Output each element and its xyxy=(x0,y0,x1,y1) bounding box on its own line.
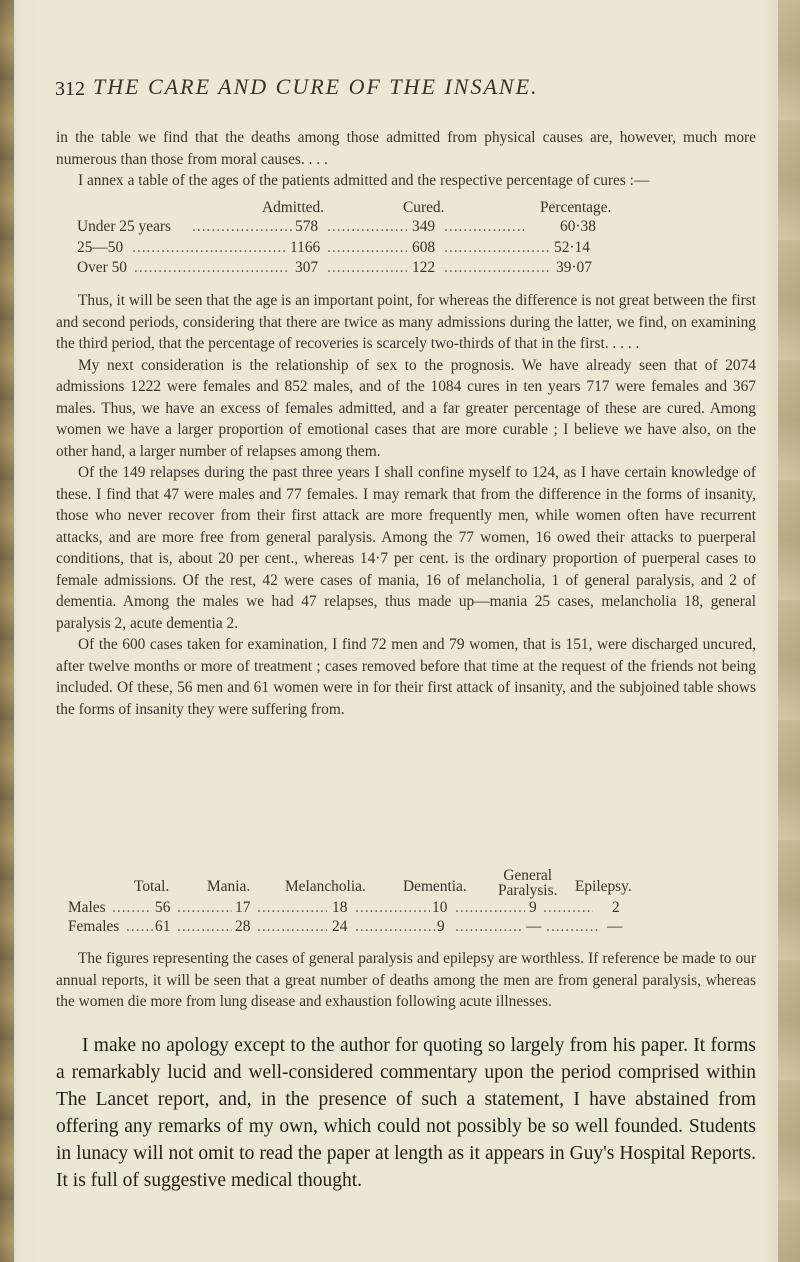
percentage-value: 52·14 xyxy=(554,239,590,256)
row-label: Females xyxy=(68,918,120,935)
cell-value: 9 xyxy=(437,918,445,935)
cell-value: 10 xyxy=(432,899,448,916)
page-edge-left xyxy=(0,0,14,1262)
column-header: Admitted. xyxy=(262,199,324,216)
cell-value: 61 xyxy=(155,918,171,935)
paragraph: I make no apology except to the author for quoting so largely from his paper. It forms a remarkably lucid and well-considered commentary upon the period comprised within The Lancet report, and, in the presence of such a statement, I have abstained from offering any remarks of my own, which could not possibly be so well founded. Students in lunacy will not omit to read the paper at length as it appears in Guy's Hospital Reports. It is full of suggestive medical thought. xyxy=(56,1035,756,1191)
row-label: Males xyxy=(68,899,106,916)
cell-value: 28 xyxy=(235,918,251,935)
cured-value: 608 xyxy=(412,239,436,256)
column-header: Total. xyxy=(134,878,170,895)
age-table xyxy=(77,199,752,279)
admitted-value: 1166 xyxy=(290,239,321,256)
page-header xyxy=(55,74,755,114)
paragraph: Of the 149 relapses during the past three years I shall confine myself to 124, as I have certain knowledge of these. I find that 47 were males and 77 females. I may remark that from the difference in the forms of insanity, those who never recover from their first attack are more frequently men, while women often have recurrent attacks, and are more free from general paralysis. Among the 77 women, 16 owed their attacks to puerperal conditions, that is, about 20 per cent., whereas 14·7 per cent. is the ordinary proportion of puerperal cases to female admissions. Of the rest, 42 were cases of mania, 16 of melancholia, 1 of general paralysis, and 2 of dementia. Among the males we had 47 relapses, thus made up—mania 25 cases, melancholia 18, general paralysis 2, acute dementia 2. xyxy=(56,464,756,632)
cell-value: — xyxy=(526,918,542,935)
page-edge-right xyxy=(778,0,800,1262)
paragraph: Thus, it will be seen that the age is an important point, for whereas the difference is not great between the first and second periods, considering that there are twice as many admissions during the latter, we find, on examining the third period, that the percentage of recoveries is scarcely two-thirds of that in the first. . . . . xyxy=(56,292,756,352)
percentage-value: 60·38 xyxy=(560,218,596,235)
cured-value: 122 xyxy=(412,259,436,276)
paragraph: in the table we find that the deaths among those admitted from physical causes are, however, much more numerous than those from moral causes. . . . xyxy=(56,129,756,168)
cell-value: 2 xyxy=(612,899,620,916)
paragraph: My next consideration is the relationship of sex to the prognosis. We have already seen that of 2074 admissions 1222 were females and 852 males, and of the 1084 cures in ten years 717 were females and 367 males. Thus, we have an excess of females admitted, and a far greater percentage of these are cured. Among women we have a larger proportion of emotional cases that are more curable ; I believe we have also, on the other hand, a larger number of relapses among them. xyxy=(56,356,756,460)
column-header: Dementia. xyxy=(403,878,467,895)
paragraph: The figures representing the cases of general paralysis and epilepsy are worthless. If reference be made to our annual reports, it will be seen that a great number of deaths among the men are from general paralysis, whereas the women die more from lung disease and exhaustion following acute illnesses. xyxy=(56,950,756,1010)
page-number: 312 xyxy=(55,78,85,100)
forms-table xyxy=(68,867,760,948)
cell-value: 18 xyxy=(332,899,348,916)
column-header: Melancholia. xyxy=(285,878,366,895)
admitted-value: 307 xyxy=(295,259,319,276)
column-header: Cured. xyxy=(403,199,445,216)
middle-text xyxy=(56,290,756,720)
column-header: Percentage. xyxy=(540,199,612,216)
column-header: Epilepsy. xyxy=(575,878,632,895)
row-label: 25—50 xyxy=(77,239,124,256)
cell-value: 17 xyxy=(235,899,251,916)
cell-value: — xyxy=(607,918,623,935)
percentage-value: 39·07 xyxy=(556,259,592,276)
column-header: Mania. xyxy=(207,878,251,895)
intro-text xyxy=(56,127,756,192)
row-label: Under 25 years xyxy=(77,218,172,235)
cell-value: 9 xyxy=(529,899,537,916)
cured-value: 349 xyxy=(412,218,436,235)
cell-value: 24 xyxy=(332,918,348,935)
column-header-general-paralysis: General Paralysis. xyxy=(498,867,558,899)
after-table-text xyxy=(56,948,756,1013)
paragraph: I annex a table of the ages of the patients admitted and the respective percentage of cures :— xyxy=(78,172,650,189)
row-label: Over 50 xyxy=(77,259,128,276)
paragraph: Of the 600 cases taken for examination, I find 72 men and 79 women, that is 151, were discharged uncured, after twelve months or more of treatment ; cases removed before that time at the request of the friends not being included. Of these, 56 men and 61 women were in for their first attack of insanity, and the subjoined table shows the forms of insanity they were suffering from. xyxy=(56,636,756,718)
closing-text xyxy=(56,1032,756,1194)
running-title: THE CARE AND CURE OF THE INSANE. xyxy=(93,74,539,99)
admitted-value: 578 xyxy=(295,218,319,235)
cell-value: 56 xyxy=(155,899,171,916)
